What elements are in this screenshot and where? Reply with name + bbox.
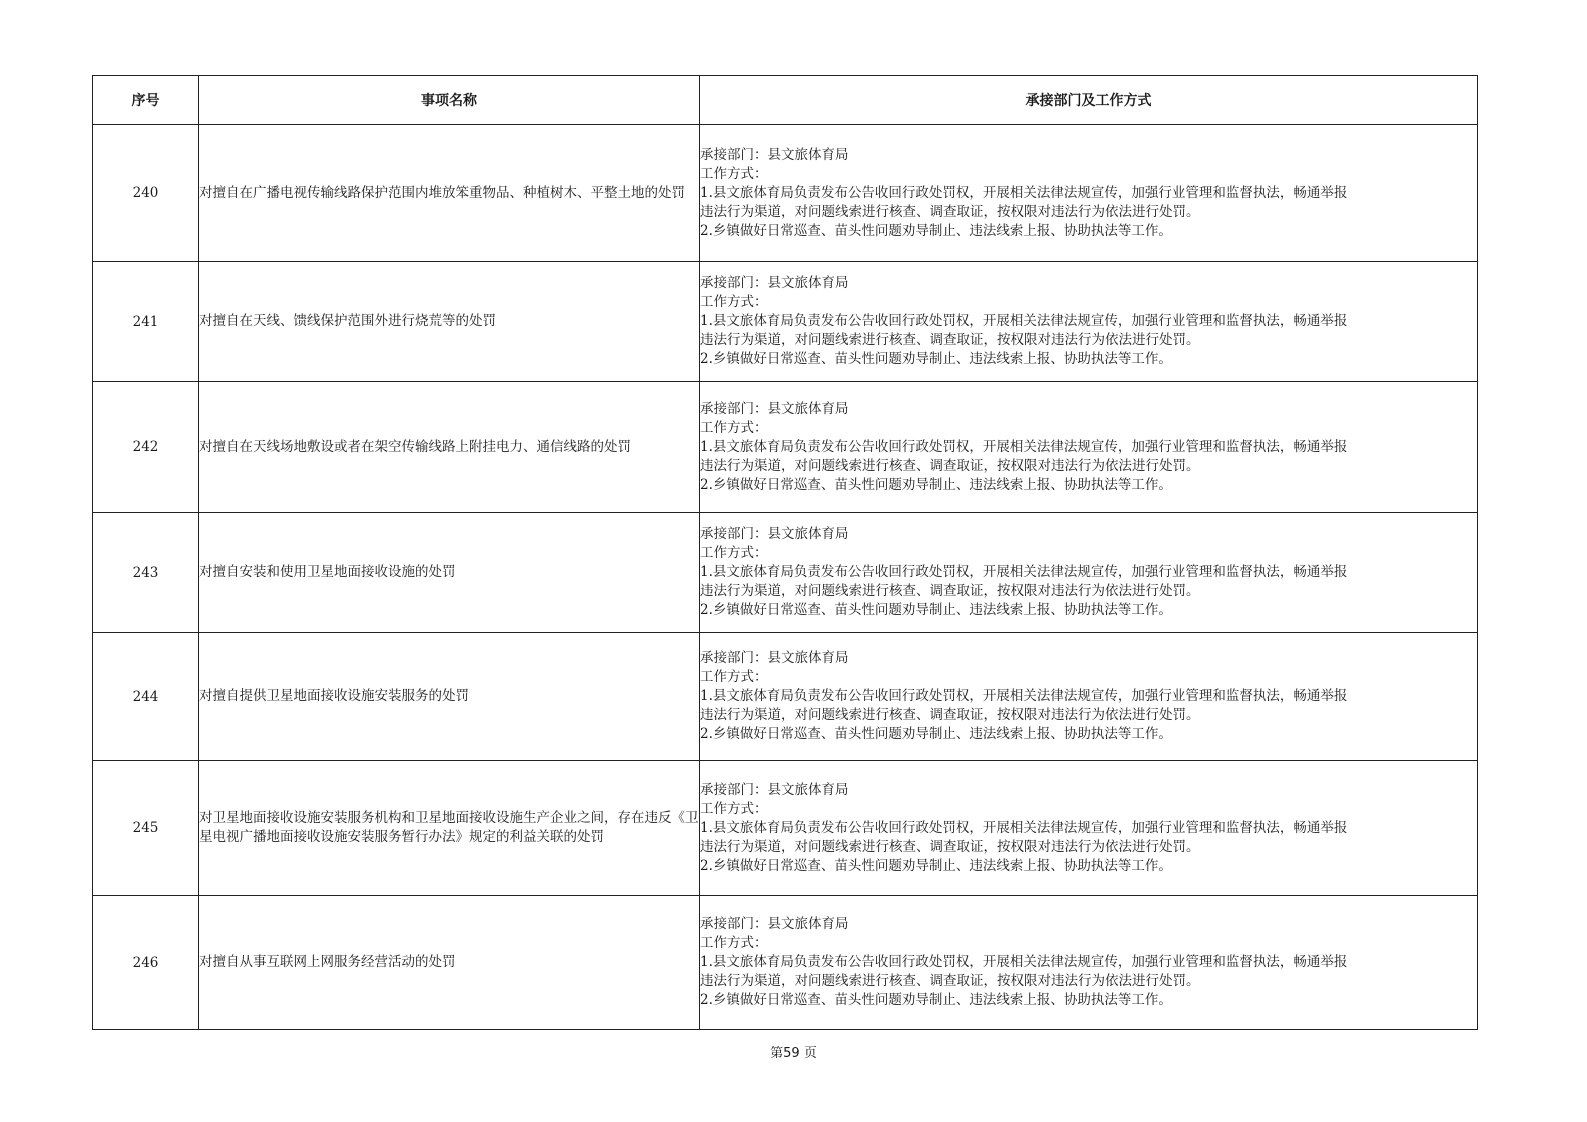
table-row [93,633,1478,761]
step2-line: 2.乡镇做好日常巡查、苗头性问题劝导制止、违法线索上报、协助执法等工作。 [700,602,1172,618]
dept-line: 承接部门：县文旅体育局 [700,275,849,291]
step1-line-b: 违法行为渠道，对问题线索进行核查、调查取证，按权限对违法行为依法进行处罚。 [700,203,1200,220]
step2-line: 2.乡镇做好日常巡查、苗头性问题劝导制止、违法线索上报、协助执法等工作。 [700,992,1172,1008]
table-row [93,125,1478,262]
method-line: 工作方式： [700,294,768,310]
work-cell [700,125,1478,262]
dept-line: 承接部门：县文旅体育局 [700,916,849,932]
step1-line-a: 1.县文旅体育局负责发布公告收回行政处罚权，开展相关法律法规宣传，加强行业管理和监督执法，畅通举报 [700,184,1348,201]
table-row [93,896,1478,1030]
step1-line-a: 1.县文旅体育局负责发布公告收回行政处罚权，开展相关法律法规宣传，加强行业管理和监督执法，畅通举报 [700,438,1348,455]
dept-line: 承接部门：县文旅体育局 [700,400,849,417]
row-number: 244 [93,633,199,761]
method-line: 工作方式： [700,165,768,182]
work-cell [700,633,1478,761]
table-row [93,513,1478,633]
step1-line-b: 违法行为渠道，对问题线索进行核查、调查取证，按权限对违法行为依法进行处罚。 [700,332,1200,348]
step2-line: 2.乡镇做好日常巡查、苗头性问题劝导制止、违法线索上报、协助执法等工作。 [700,726,1172,742]
work-cell [700,761,1478,896]
item-name: 对擅自提供卫星地面接收设施安装服务的处罚 [199,633,700,761]
step1-line-b: 违法行为渠道，对问题线索进行核查、调查取证，按权限对违法行为依法进行处罚。 [700,707,1200,723]
header-name: 事项名称 [199,76,700,125]
dept-line: 承接部门：县文旅体育局 [700,650,849,666]
method-line: 工作方式： [700,800,768,817]
step1-line-b: 违法行为渠道，对问题线索进行核查、调查取证，按权限对违法行为依法进行处罚。 [700,838,1200,855]
step1-line-b: 违法行为渠道，对问题线索进行核查、调查取证，按权限对违法行为依法进行处罚。 [700,973,1200,989]
item-name: 对擅自在广播电视传输线路保护范围内堆放笨重物品、种植树木、平整土地的处罚 [199,125,700,262]
step1-line-a: 1.县文旅体育局负责发布公告收回行政处罚权，开展相关法律法规宣传，加强行业管理和监督执法，畅通举报 [700,954,1348,970]
item-name: 对擅自从事互联网上网服务经营活动的处罚 [199,896,700,1030]
row-number: 242 [93,382,199,513]
item-name: 对擅自在天线、馈线保护范围外进行烧荒等的处罚 [199,262,700,382]
page-number: 第59 页 [770,1046,817,1061]
work-cell [700,896,1478,1030]
item-name: 对擅自在天线场地敷设或者在架空传输线路上附挂电力、通信线路的处罚 [199,382,700,513]
step1-line-a: 1.县文旅体育局负责发布公告收回行政处罚权，开展相关法律法规宣传，加强行业管理和监督执法，畅通举报 [700,819,1348,836]
item-name: 对擅自安装和使用卫星地面接收设施的处罚 [199,513,700,633]
step2-line: 2.乡镇做好日常巡查、苗头性问题劝导制止、违法线索上报、协助执法等工作。 [700,222,1172,239]
row-number: 241 [93,262,199,382]
table-row [93,761,1478,896]
header-work: 承接部门及工作方式 [700,76,1478,125]
header-num: 序号 [93,76,199,125]
work-cell [700,513,1478,633]
method-line: 工作方式： [700,935,768,951]
table-row [93,382,1478,513]
row-number: 240 [93,125,199,262]
step1-line-b: 违法行为渠道，对问题线索进行核查、调查取证，按权限对违法行为依法进行处罚。 [700,583,1200,599]
step2-line: 2.乡镇做好日常巡查、苗头性问题劝导制止、违法线索上报、协助执法等工作。 [700,351,1172,367]
dept-line: 承接部门：县文旅体育局 [700,781,849,798]
header-row [93,76,1478,125]
work-cell [700,262,1478,382]
method-line: 工作方式： [700,669,768,685]
row-number: 243 [93,513,199,633]
dept-line: 承接部门：县文旅体育局 [700,146,849,163]
method-line: 工作方式： [700,419,768,436]
step1-line-a: 1.县文旅体育局负责发布公告收回行政处罚权，开展相关法律法规宣传，加强行业管理和监督执法，畅通举报 [700,688,1348,704]
items-table [92,75,1478,1030]
table-row [93,262,1478,382]
row-number: 246 [93,896,199,1030]
step1-line-a: 1.县文旅体育局负责发布公告收回行政处罚权，开展相关法律法规宣传，加强行业管理和监督执法，畅通举报 [700,313,1348,329]
step1-line-a: 1.县文旅体育局负责发布公告收回行政处罚权，开展相关法律法规宣传，加强行业管理和监督执法，畅通举报 [700,564,1348,580]
method-line: 工作方式： [700,545,768,561]
item-name: 对卫星地面接收设施安装服务机构和卫星地面接收设施生产企业之间，存在违反《卫星电视广播地面接收设施安装服务暂行办法》规定的利益关联的处罚 [199,761,700,896]
step2-line: 2.乡镇做好日常巡查、苗头性问题劝导制止、违法线索上报、协助执法等工作。 [700,476,1172,493]
step1-line-b: 违法行为渠道，对问题线索进行核查、调查取证，按权限对违法行为依法进行处罚。 [700,457,1200,474]
row-number: 245 [93,761,199,896]
work-cell [700,382,1478,513]
dept-line: 承接部门：县文旅体育局 [700,526,849,542]
step2-line: 2.乡镇做好日常巡查、苗头性问题劝导制止、违法线索上报、协助执法等工作。 [700,857,1172,874]
